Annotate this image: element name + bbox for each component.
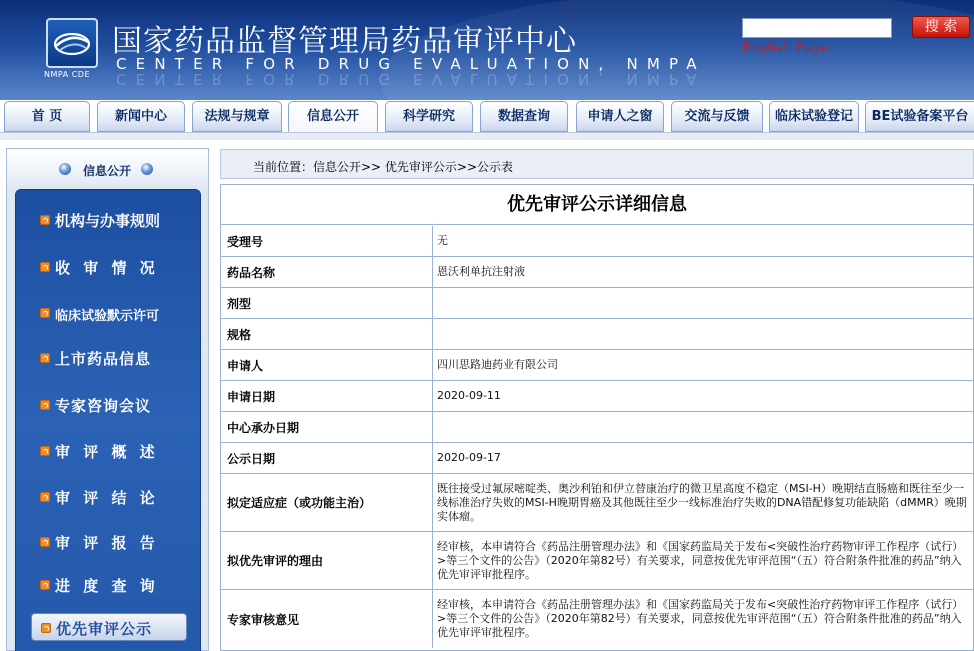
row-value: 2020-09-11 <box>437 389 501 402</box>
sidebar-item-clinical-permission[interactable] <box>16 298 202 328</box>
table-row <box>221 532 973 590</box>
tab-feedback[interactable]: 交流与反馈 <box>671 101 763 132</box>
row-value: 经审核，本申请符合《药品注册管理办法》和《国家药监局关于发布<突破性治疗药物审评工作程序（试行）>等三个文件的公告》（2020年第82号）有关要求，同意按优先审评范围“（五）符合附条件批准的药品”纳入优先审评审批程序。 <box>437 598 964 639</box>
row-value: 四川思路迪药业有限公司 <box>437 358 558 371</box>
sidebar-item-marketed-drugs[interactable] <box>16 343 202 373</box>
sidebar-item-review-conclusion[interactable] <box>16 482 202 512</box>
breadcrumb: 当前位置：信息公开>> 优先审评公示>>公示表 <box>253 160 514 174</box>
tab-applicant[interactable]: 申请人之窗 <box>576 101 664 132</box>
table-row <box>221 226 973 257</box>
row-key: 公示日期 <box>221 443 433 473</box>
tab-information[interactable]: 信息公开 <box>288 101 378 132</box>
row-value: 经审核，本申请符合《药品注册管理办法》和《国家药监局关于发布<突破性治疗药物审评工作程序（试行）>等三个文件的公告》（2020年第82号）有关要求，同意按优先审评范围“（五）符合附条件批准的药品”纳入优先审评审批程序。 <box>437 539 964 581</box>
row-key: 规格 <box>221 319 433 349</box>
rss-icon <box>40 492 50 502</box>
search-input[interactable] <box>742 18 892 38</box>
nav-underbar <box>0 132 974 140</box>
row-key: 申请日期 <box>221 381 433 411</box>
row-key: 剂型 <box>221 288 433 318</box>
sidebar <box>6 148 209 651</box>
main-nav <box>0 100 974 134</box>
table-row <box>221 319 973 350</box>
tab-be-platform[interactable]: BE试验备案平台 <box>865 101 974 132</box>
nmpa-logo[interactable] <box>46 18 98 68</box>
row-value: 既往接受过氟尿嘧啶类、奥沙利铂和伊立替康治疗的微卫星高度不稳定（MSI-H）晚期结直肠癌和既往至少一线标准治疗失败的MSI-H晚期胃癌及其他既往至少一线标准治疗失败的DNA错配修复功能缺陷（dMMR）晚期实体瘤。 <box>437 481 967 523</box>
row-key: 药品名称 <box>221 257 433 287</box>
site-header <box>0 0 974 100</box>
sidebar-item-label: 审 评 结 论 <box>55 489 159 507</box>
rss-icon <box>40 580 50 590</box>
page-title: 优先审评公示详细信息 <box>221 185 973 225</box>
english-page-link[interactable]: English Page <box>742 41 828 56</box>
logo-caption: NMPA CDE <box>44 70 91 79</box>
sidebar-item-label: 上市药品信息 <box>55 350 152 368</box>
table-row <box>221 350 973 381</box>
sidebar-header <box>7 149 208 185</box>
sidebar-item-review-report[interactable] <box>16 527 202 557</box>
row-value <box>437 412 967 442</box>
table-row <box>221 412 973 443</box>
site-title-english: CENTER FOR DRUG EVALUATION, NMPA <box>116 55 706 73</box>
sidebar-menu <box>15 189 201 651</box>
row-value <box>437 288 967 318</box>
table-row <box>221 381 973 412</box>
tab-data-query[interactable]: 数据查询 <box>480 101 568 132</box>
rss-icon <box>40 400 50 410</box>
sidebar-item-review-overview[interactable] <box>16 436 202 466</box>
sidebar-item-label: 机构与办事规则 <box>55 212 161 230</box>
sidebar-item-expert-meeting[interactable] <box>16 390 202 420</box>
rss-icon <box>40 446 50 456</box>
row-key: 拟优先审评的理由 <box>221 532 433 589</box>
sidebar-item-label: 临床试验默示许可 <box>55 309 160 324</box>
sidebar-item-label: 优先审评公示 <box>56 620 153 638</box>
logo-emblem-icon <box>52 26 92 62</box>
rss-icon <box>40 215 50 225</box>
sidebar-item-label: 专家咨询会议 <box>55 397 152 415</box>
sidebar-item-institution[interactable] <box>16 205 202 235</box>
tab-home[interactable]: 首 页 <box>4 101 90 132</box>
row-key: 受理号 <box>221 226 433 256</box>
search-button[interactable]: 搜 索 <box>912 16 970 38</box>
sidebar-item-acceptance[interactable] <box>16 252 202 282</box>
row-value: 恩沃利单抗注射液 <box>437 265 525 278</box>
site-title-english-reflection: CENTER FOR DRUG EVALUATION, NMPA <box>116 70 706 88</box>
tab-news[interactable]: 新闻中心 <box>97 101 185 132</box>
table-row <box>221 590 973 648</box>
detail-table <box>220 184 974 651</box>
row-value <box>437 319 967 349</box>
table-row <box>221 474 973 532</box>
rss-icon <box>40 537 50 547</box>
row-value: 2020-09-17 <box>437 451 501 464</box>
sidebar-item-label: 进 度 查 询 <box>55 577 159 595</box>
orb-icon <box>141 163 153 175</box>
sidebar-item-label: 收 审 情 况 <box>55 259 159 277</box>
breadcrumb-bar <box>220 149 974 179</box>
sidebar-item-priority-review[interactable] <box>31 613 187 641</box>
sidebar-title: 信息公开 <box>83 164 132 178</box>
rss-icon <box>40 262 50 272</box>
tab-regulations[interactable]: 法规与规章 <box>192 101 282 132</box>
row-key: 专家审核意见 <box>221 590 433 648</box>
rss-icon <box>41 623 51 633</box>
row-key: 申请人 <box>221 350 433 380</box>
table-row <box>221 288 973 319</box>
sidebar-item-label: 审 评 报 告 <box>55 534 159 552</box>
tab-research[interactable]: 科学研究 <box>385 101 473 132</box>
row-value: 无 <box>437 234 448 247</box>
tab-trial-registry[interactable]: 临床试验登记 <box>769 101 859 132</box>
row-key: 拟定适应症（或功能主治） <box>221 474 433 531</box>
sidebar-item-progress-query[interactable] <box>16 570 202 600</box>
orb-icon <box>59 163 71 175</box>
site-title: 国家药品监督管理局药品审评中心 <box>112 24 577 59</box>
row-key: 中心承办日期 <box>221 412 433 442</box>
table-row <box>221 443 973 474</box>
sidebar-item-label: 审 评 概 述 <box>55 443 159 461</box>
table-row <box>221 257 973 288</box>
rss-icon <box>40 353 50 363</box>
rss-icon <box>40 308 50 318</box>
